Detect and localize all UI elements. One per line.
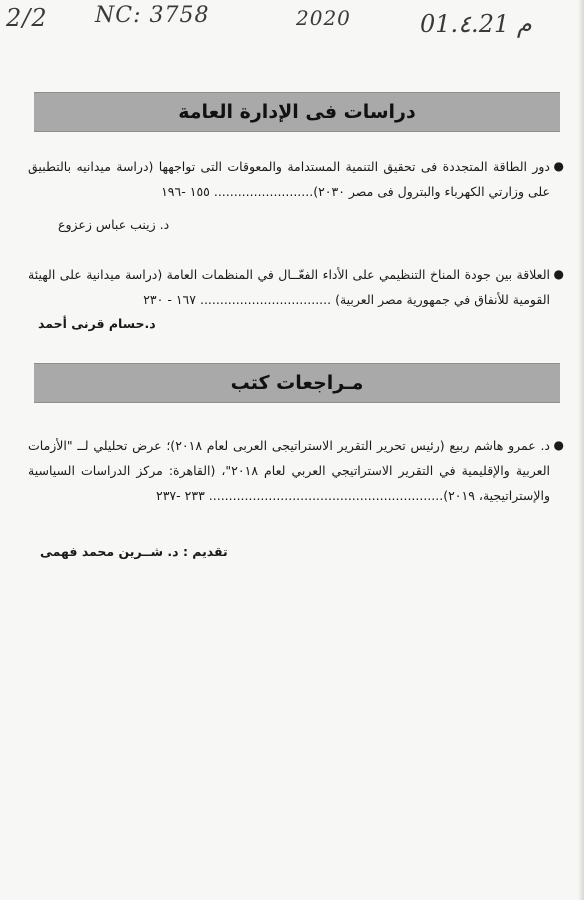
bullet-icon: ● <box>553 438 564 452</box>
bullet-icon: ● <box>553 159 564 173</box>
page-edge <box>578 0 584 900</box>
presenter-credit: تقديم : د. شــرين محمد فهمى <box>40 544 228 559</box>
section-title-reviews: مـراجعات كتب <box>230 372 364 394</box>
study-entry-text: العلاقة بين جودة المناخ التنظيمي على الأداء الفعّــال في المنظمات العامة (دراسة ميدانية على الهيئة القومية للأنفاق في جمهورية مصر العربية) ................................. ١٦٧ - ٢٣٠ <box>28 267 550 307</box>
handwritten-date: م 01.٤.21 <box>420 10 532 38</box>
handwritten-year: 2020 <box>296 6 351 30</box>
review-entry <box>28 433 564 508</box>
study-entry <box>28 262 564 312</box>
bullet-icon: ● <box>553 267 564 281</box>
section-title-studies: دراسات فى الإدارة العامة <box>178 101 416 123</box>
study-entry <box>28 154 564 204</box>
study-author: د. زينب عباس زعزوع <box>58 217 170 232</box>
handwritten-page-number: 2/2 <box>6 4 48 32</box>
study-entry-text: دور الطاقة المتجددة فى تحقيق التنمية المستدامة والمعوقات التى تواجهها (دراسة ميدانيه بالتطبيق على وزارتي الكهرباء والبترول فى مصر ٢٠٣٠)......................... ١٥٥ -١٩٦ <box>28 159 550 199</box>
section-heading-reviews <box>34 363 560 403</box>
study-author: د.حسام قرنى أحمد <box>38 316 156 331</box>
section-heading-studies <box>34 92 560 132</box>
review-entry-text: د. عمرو هاشم ربيع (رئيس تحرير التقرير الاستراتيجى العربى لعام ٢٠١٨)؛ عرض تحليلي لــ "الأزمات العربية والإقليمية في التقرير الاستراتيجي العربي لعام ٢٠١٨"، (القاهرة: مركز الدراسات السياسية والإستراتيجية، ٢٠١٩)........................................................... ٢٣٣ -٢٣٧ <box>28 438 550 503</box>
handwritten-nc-number: NC: 3758 <box>95 3 210 28</box>
